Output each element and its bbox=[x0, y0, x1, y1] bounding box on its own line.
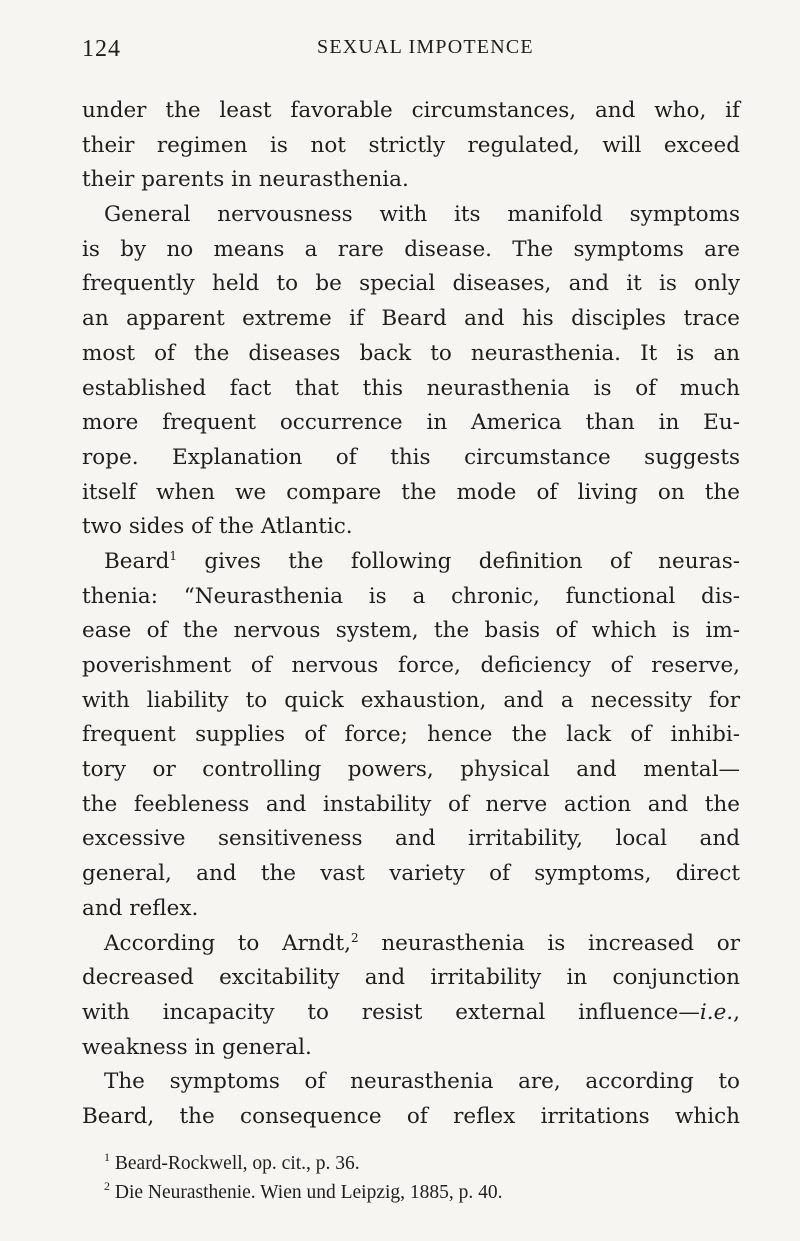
page-number: 124 bbox=[82, 36, 121, 62]
text-line: is by no means a rare disease. The symptoms are bbox=[82, 236, 740, 262]
running-head bbox=[82, 36, 740, 76]
running-title: SEXUAL IMPOTENCE bbox=[317, 36, 534, 58]
text-line: an apparent extreme if Beard and his disciples trace bbox=[82, 306, 740, 332]
text-line: general, and the vast variety of symptoms, direct bbox=[82, 861, 740, 887]
text-line: tory or controlling powers, physical and mental— bbox=[82, 757, 740, 783]
footnote-mark: 2 bbox=[350, 930, 359, 945]
text-line: poverishment of nervous force, deficiency of reserve, bbox=[82, 653, 740, 678]
text-run: According to Arndt, bbox=[104, 930, 351, 956]
text-line: frequent supplies of force; hence the lack of inhibi- bbox=[82, 722, 740, 748]
text-line: most of the diseases back to neurasthenia. It is an bbox=[82, 340, 740, 366]
text-line: The symptoms of neurasthenia are, according to bbox=[104, 1069, 740, 1095]
text-line: rope. Explanation of this circumstance suggests bbox=[82, 444, 740, 470]
text-run: Beard bbox=[104, 548, 170, 574]
footnote-text: Die Neurasthenie. Wien und Leipzig, 1885, p. 40. bbox=[114, 1181, 503, 1203]
text-run: neurasthenia is increased or bbox=[358, 930, 740, 956]
footnotes bbox=[82, 1149, 740, 1207]
footnote-mark: 1 bbox=[169, 548, 178, 563]
text-line bbox=[82, 545, 740, 580]
text-line: General nervousness with its manifold symptoms bbox=[104, 202, 740, 228]
text-line: Beard, the consequence of reflex irritations which bbox=[82, 1103, 740, 1129]
book-page bbox=[82, 36, 740, 1207]
text-line: with liability to quick exhaustion, and a necessity for bbox=[82, 687, 740, 713]
text-line: more frequent occurrence in America than in Eu- bbox=[82, 410, 740, 436]
footnote bbox=[82, 1178, 740, 1207]
text-line: thenia: “Neurasthenia is a chronic, functional dis- bbox=[82, 583, 740, 609]
footnote-text: Beard-Rockwell, op. cit., p. 36. bbox=[114, 1152, 360, 1174]
text-line: excessive sensitiveness and irritability, local and bbox=[82, 826, 740, 852]
italic-abbreviation: i.e. bbox=[699, 999, 734, 1025]
text-line: frequently held to be special diseases, and it is only bbox=[82, 271, 740, 297]
text-line: weakness in general. bbox=[82, 1034, 312, 1060]
footnote bbox=[82, 1149, 740, 1178]
footnote-mark: 2 bbox=[104, 1178, 110, 1193]
text-line: itself when we compare the mode of living on the bbox=[82, 479, 740, 505]
text-run: with incapacity to resist external influence— bbox=[82, 999, 700, 1025]
text-line: decreased excitability and irritability in conjunction bbox=[82, 965, 740, 991]
text-line: their parents in neurasthenia. bbox=[82, 167, 409, 193]
text-line: the feebleness and instability of nerve action and the bbox=[82, 791, 740, 817]
text-run: gives the following definition of neuras- bbox=[177, 548, 740, 574]
text-line: and reflex. bbox=[82, 895, 199, 921]
text-line bbox=[82, 927, 740, 962]
text-line: under the least favorable circumstances, and who, if bbox=[82, 98, 740, 123]
text-line: their regimen is not strictly regulated, will exceed bbox=[82, 132, 740, 158]
text-line: two sides of the Atlantic. bbox=[82, 514, 353, 540]
footnote-mark: 1 bbox=[104, 1149, 110, 1164]
text-line: ease of the nervous system, the basis of which is im- bbox=[82, 618, 740, 644]
text-line: established fact that this neurasthenia is of much bbox=[82, 375, 740, 401]
text-run: , bbox=[733, 999, 740, 1025]
text-line bbox=[82, 996, 740, 1031]
body-text bbox=[82, 94, 740, 1135]
